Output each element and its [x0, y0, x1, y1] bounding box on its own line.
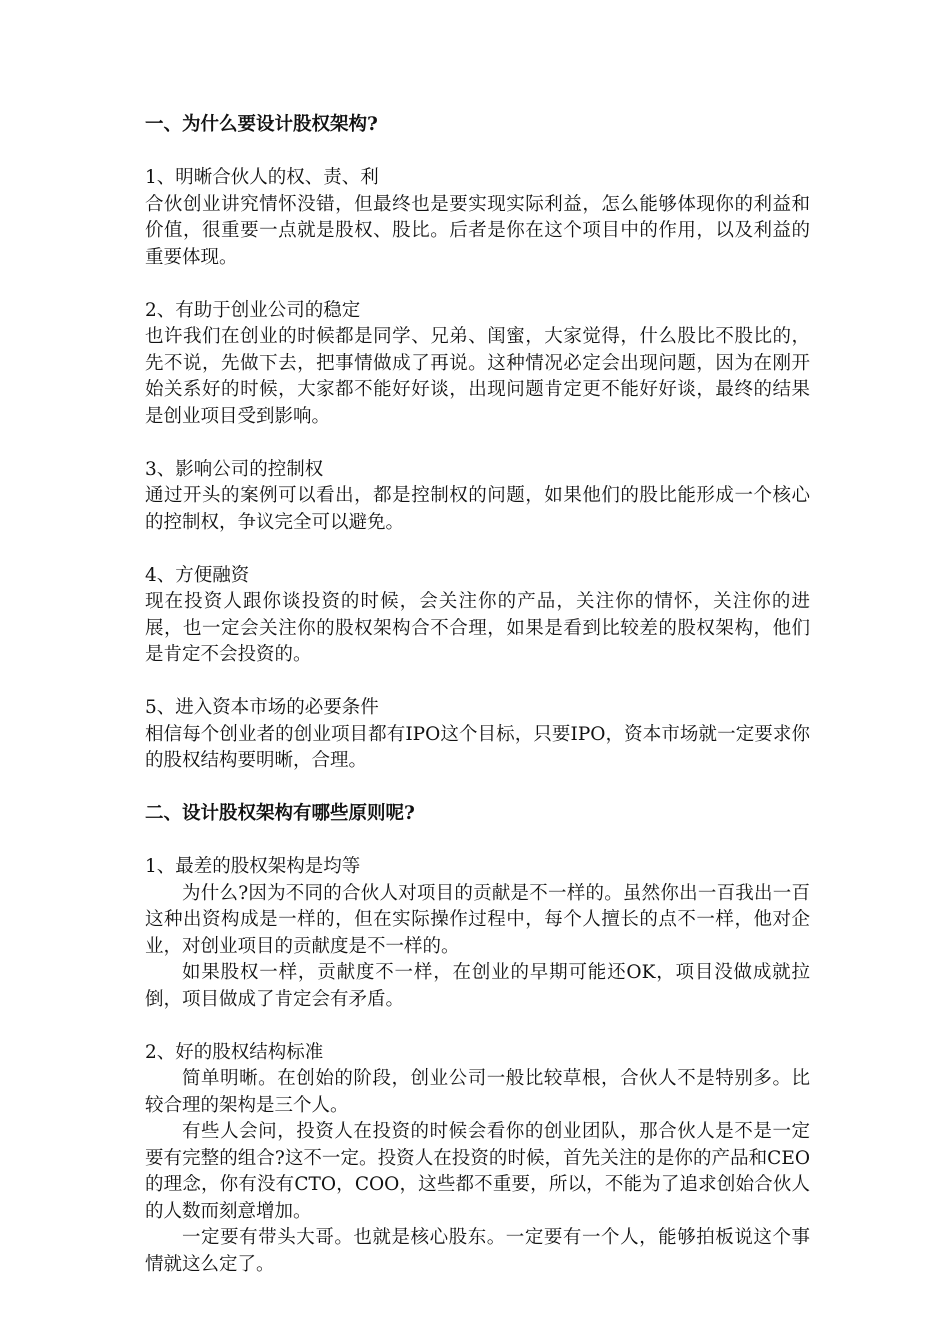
- spacer: [145, 139, 810, 166]
- section-2-item-2-paragraph-2: 有些人会问，投资人在投资的时候会看你的创业团队，那合伙人是不是一定要有完整的组合?这不一定。投资人在投资的时候，首先关注的是你的产品和CEO的理念，你有没有CTO，COO，这些都不重要，所以，不能为了追求创始合伙人的人数而刻意增加。: [145, 1121, 810, 1222]
- spacer: [145, 430, 810, 457]
- section-1-item-1-title: 1、明晰合伙人的权、责、利: [145, 167, 379, 188]
- section-2-heading: 二、设计股权架构有哪些原则呢?: [145, 803, 415, 824]
- spacer: [145, 271, 810, 298]
- section-1-item-5-paragraph: 相信每个创业者的创业项目都有IPO这个目标，只要IPO，资本市场就一定要求你的股权结构要明晰，合理。: [145, 723, 810, 771]
- section-1-item-5-title: 5、进入资本市场的必要条件: [145, 697, 379, 718]
- spacer: [145, 669, 810, 696]
- section-2-item-2-paragraph-3: 一定要有带头大哥。也就是核心股东。一定要有一个人，能够拍板说这个事情就这么定了。: [145, 1227, 810, 1275]
- section-1-heading: 一、为什么要设计股权架构?: [145, 114, 378, 135]
- section-1-item-3-paragraph: 通过开头的案例可以看出，都是控制权的问题，如果他们的股比能形成一个核心的控制权，争议完全可以避免。: [145, 485, 810, 533]
- section-1-item-2-title: 2、有助于创业公司的稳定: [145, 299, 361, 321]
- section-1-item-3-title: 3、影响公司的控制权: [145, 458, 324, 480]
- section-2-item-1-paragraph-2: 如果股权一样，贡献度不一样，在创业的早期可能还OK，项目没做成就拉倒，项目做成了肯定会有矛盾。: [145, 962, 810, 1010]
- section-1-item-2-paragraph: 也许我们在创业的时候都是同学、兄弟、闺蜜，大家觉得，什么股比不股比的，先不说，先做下去，把事情做成了再说。这种情况必定会出现问题，因为在刚开始关系好的时候，大家都不能好好谈，出现问题肯定更不能好好谈，最终的结果是创业项目受到影响。: [145, 326, 810, 427]
- section-2-item-1-paragraph-1: 为什么?因为不同的合伙人对项目的贡献是不一样的。虽然你出一百我出一百这种出资构成是一样的，但在实际操作过程中，每个人擅长的点不一样，他对企业，对创业项目的贡献度是不一样的。: [145, 882, 810, 957]
- section-1-item-1-paragraph: 合伙创业讲究情怀没错，但最终也是要实现实际利益，怎么能够体现你的利益和价值，很重要一点就是股权、股比。后者是你在这个项目中的作用，以及利益的重要体现。: [145, 193, 810, 268]
- spacer: [145, 775, 810, 802]
- spacer: [145, 1013, 810, 1040]
- section-1-item-4-title: 4、方便融资: [145, 564, 250, 586]
- section-1-item-4-paragraph: 现在投资人跟你谈投资的时候，会关注你的产品，关注你的情怀，关注你的进展，也一定会关注你的股权架构合不合理，如果是看到比较差的股权架构，他们是肯定不会投资的。: [145, 591, 810, 665]
- spacer: [145, 536, 810, 563]
- document-page: [145, 112, 810, 1278]
- section-2-item-2-paragraph-1: 简单明晰。在创始的阶段，创业公司一般比较草根，合伙人不是特别多。比较合理的架构是三个人。: [145, 1068, 810, 1116]
- section-2-item-1-title: 1、最差的股权架构是均等: [145, 856, 361, 877]
- spacer: [145, 828, 810, 855]
- section-2-item-2-title: 2、好的股权结构标准: [145, 1041, 324, 1063]
